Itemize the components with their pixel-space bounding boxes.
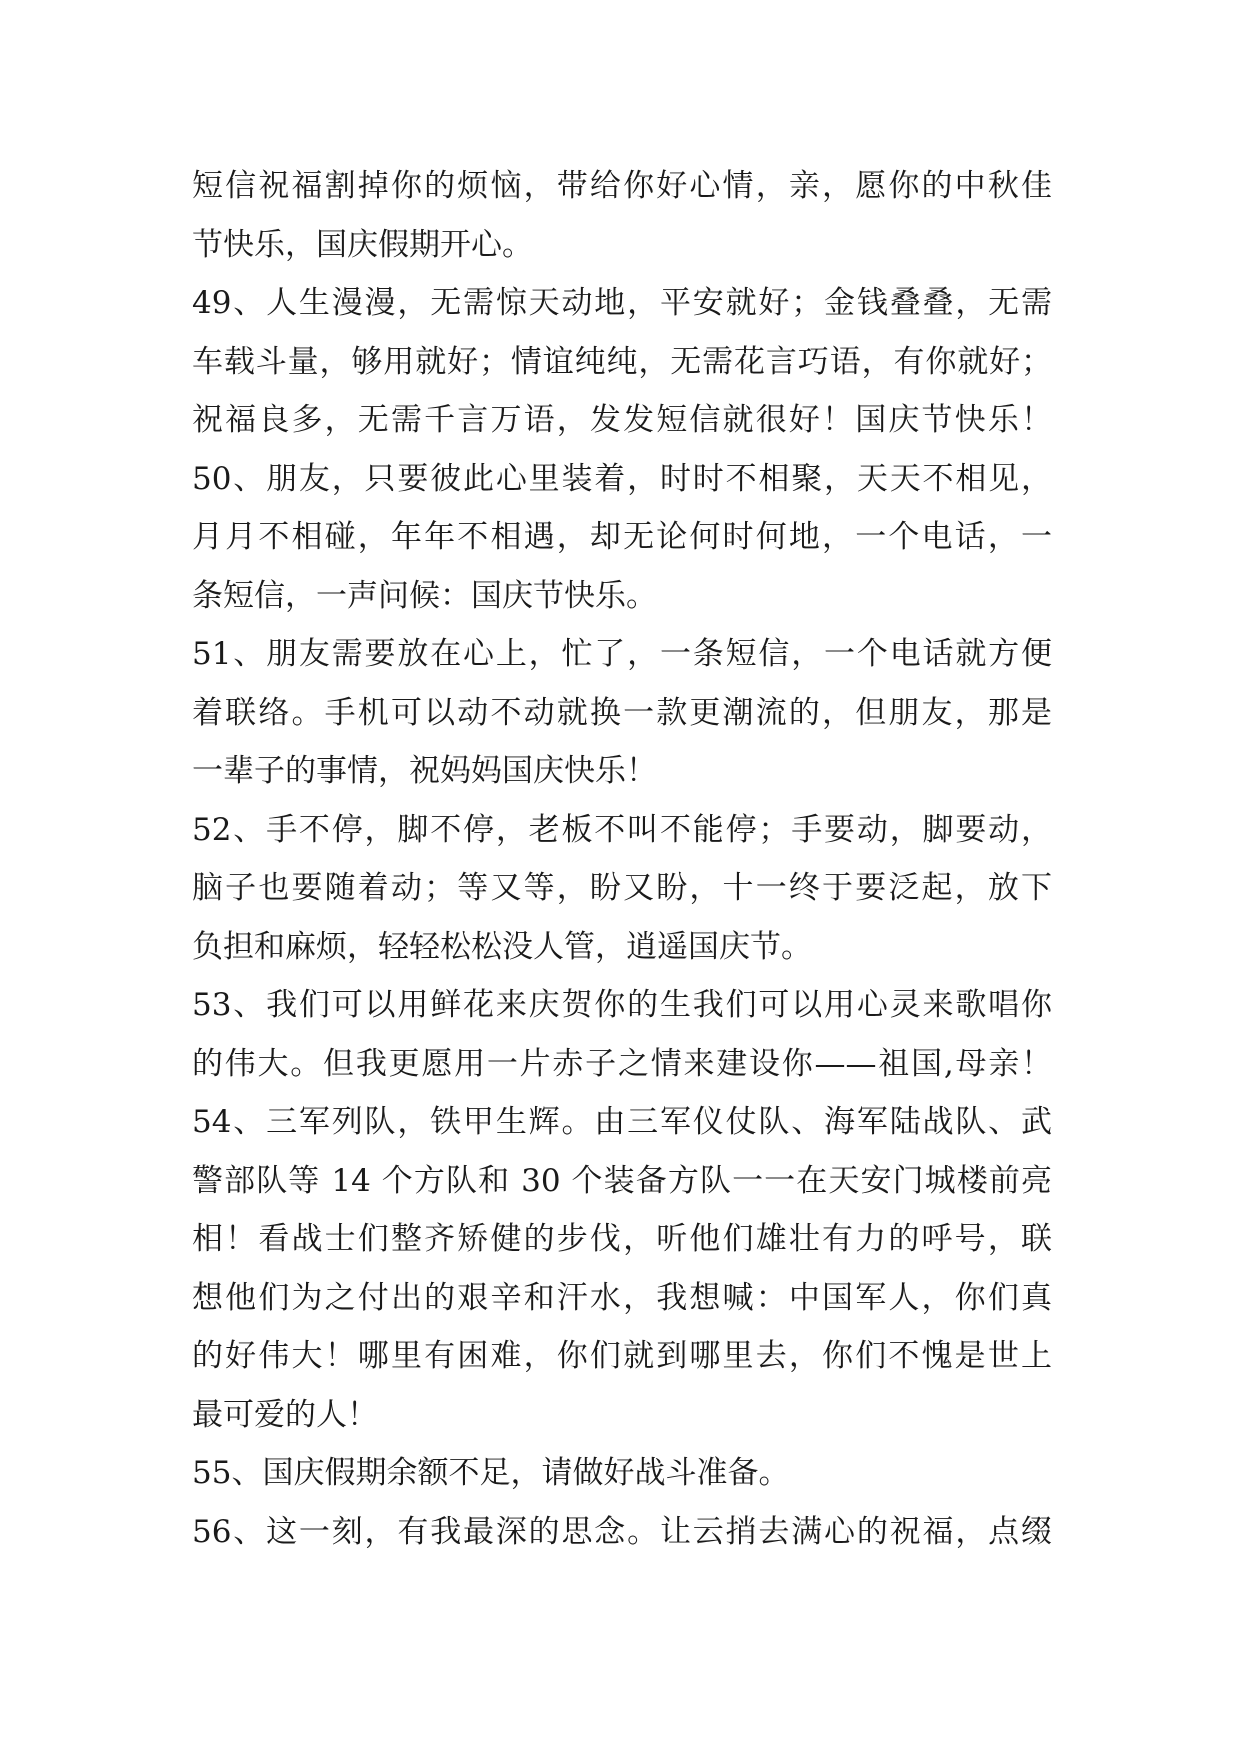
text-line: 56、这一刻，有我最深的思念。让云捎去满心的祝福，点缀: [192, 1513, 1052, 1550]
text-line: 53、我们可以用鲜花来庆贺你的生我们可以用心灵来歌唱你: [192, 987, 1052, 1023]
text-line: 49、人生漫漫，无需惊天动地，平安就好；金钱叠叠，无需: [192, 285, 1052, 321]
text-line: 一辈子的事情，祝妈妈国庆快乐！: [192, 753, 657, 789]
text-line: 想他们为之付出的艰辛和汗水，我想喊：中国军人，你们真: [192, 1279, 1052, 1316]
text-line: 最可爱的人！: [192, 1396, 378, 1433]
text-line: 的好伟大！哪里有困难，你们就到哪里去，你们不愧是世上: [192, 1338, 1052, 1374]
text-line: 着联络。手机可以动不动就换一款更潮流的，但朋友，那是: [192, 694, 1052, 731]
text-line: 54、三军列队，铁甲生辉。由三军仪仗队、海军陆战队、武: [192, 1104, 1052, 1140]
text-line: 警部队等 14 个方队和 30 个装备方队一一在天安门城楼前亮: [192, 1162, 1052, 1199]
text-line: 车载斗量，够用就好；情谊纯纯，无需花言巧语，有你就好；: [192, 343, 1052, 380]
text-line: 52、手不停，脚不停，老板不叫不能停；手要动，脚要动，: [192, 811, 1052, 848]
text-line: 脑子也要随着动；等又等，盼又盼，十一终于要泛起，放下: [192, 870, 1052, 906]
text-line: 的伟大。但我更愿用一片赤子之情来建设你——祖国,母亲！: [192, 1045, 1052, 1082]
document-body: [192, 157, 1052, 1561]
text-line: 相！看战士们整齐矫健的步伐，听他们雄壮有力的呼号，联: [192, 1221, 1052, 1257]
text-line: 50、朋友，只要彼此心里装着，时时不相聚，天天不相见，: [192, 460, 1052, 497]
text-line: 祝福良多，无需千言万语，发发短信就很好！国庆节快乐！: [192, 402, 1052, 438]
text-line: 负担和麻烦，轻轻松松没人管，逍遥国庆节。: [192, 928, 812, 965]
text-line: 短信祝福割掉你的烦恼，带给你好心情，亲，愿你的中秋佳: [192, 168, 1052, 204]
text-line: 节快乐，国庆假期开心。: [192, 226, 533, 263]
text-line: 月月不相碰，年年不相遇，却无论何时何地，一个电话，一: [192, 519, 1052, 555]
text-line: 51、朋友需要放在心上，忙了，一条短信，一个电话就方便: [192, 636, 1052, 672]
text-line: 55、国庆假期余额不足，请做好战斗准备。: [192, 1455, 790, 1491]
text-line: 条短信，一声问候：国庆节快乐。: [192, 577, 657, 614]
